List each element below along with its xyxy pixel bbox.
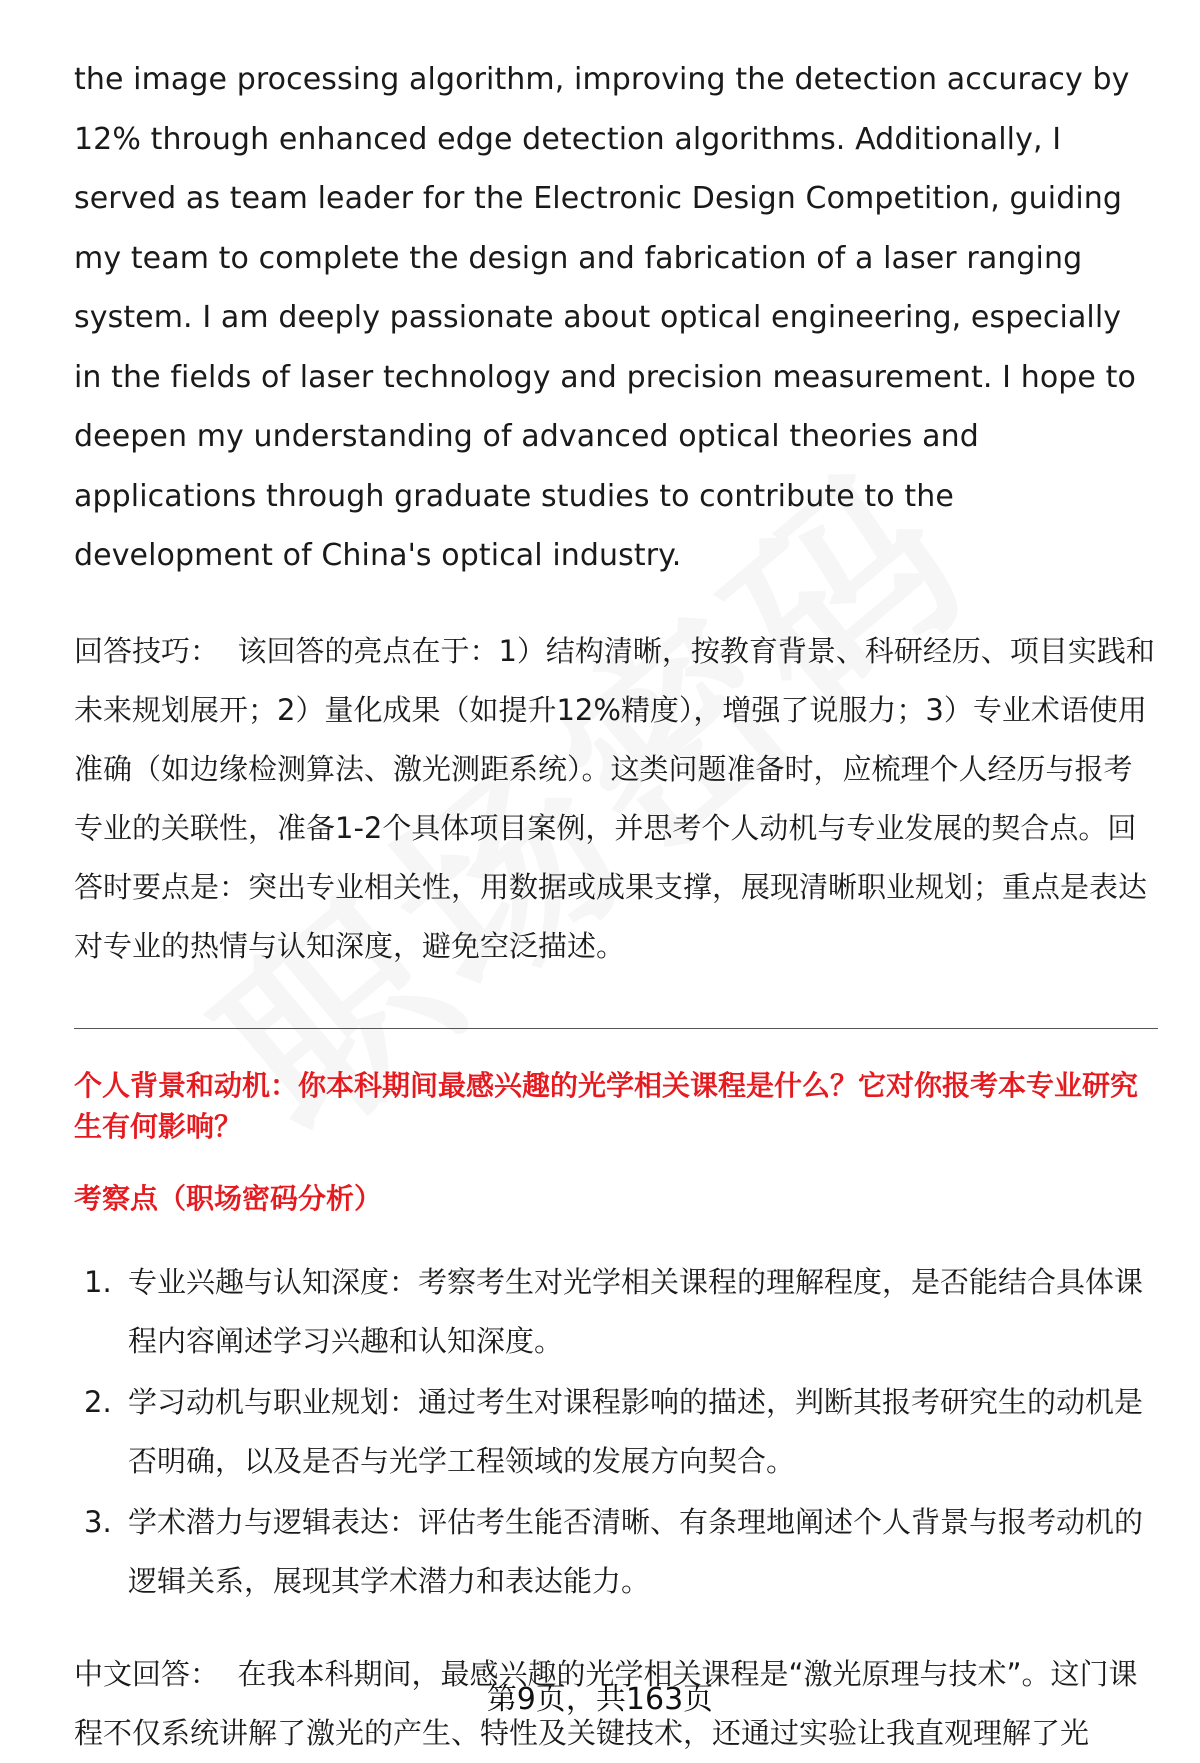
answer-label: 中文回答： <box>74 1656 220 1691</box>
list-item <box>74 1253 1158 1371</box>
page-number-footer: 第9页，共163页 <box>486 1682 714 1717</box>
list-item <box>74 1493 1158 1611</box>
assessment-heading: 考察点（职场密码分析） <box>74 1181 383 1215</box>
answer-tips <box>74 622 1158 976</box>
document-page <box>74 50 1158 1763</box>
list-number: 2. <box>84 1384 112 1419</box>
list-number: 3. <box>84 1504 112 1539</box>
answer-text: 在我本科期间，最感兴趣的光学相关课程是“激光原理与技术”。这门课程不仅系统讲解了激光的产生、特性及关键技术，还通过实验让我直观理解了光 <box>74 1656 1138 1750</box>
tips-label: 回答技巧： <box>74 633 220 668</box>
question-heading: 个人背景和动机：你本科期间最感兴趣的光学相关课程是什么？它对你报考本专业研究生有何影响？ <box>74 1068 1139 1143</box>
assessment-list <box>74 1253 1158 1611</box>
list-number: 1. <box>84 1264 112 1299</box>
continuation-paragraph: the image processing algorithm, improving the detection accuracy by 12% through enhanced edge detection algorithms. Additionally, I served as team leader for the Electronic Design Competition, guiding my team to complete the design and fabrication of a laser ranging system. I am deeply passionate about optical engineering, especially in the fields of laser technology and precision measurement. I hope to deepen my understanding of advanced optical theories and applications through graduate studies to contribute to the development of China's optical industry. <box>74 62 1136 573</box>
list-item <box>74 1373 1158 1491</box>
list-text: 专业兴趣与认知深度：考察考生对光学相关课程的理解程度，是否能结合具体课程内容阐述学习兴趣和认知深度。 <box>128 1264 1144 1358</box>
tips-text: 该回答的亮点在于：1）结构清晰，按教育背景、科研经历、项目实践和未来规划展开；2）量化成果（如提升12%精度），增强了说服力；3）专业术语使用准确（如边缘检测算法、激光测距系统）。这类问题准备时，应梳理个人经历与报考专业的关联性，准备1-2个具体项目案例，并思考个人动机与专业发展的契合点。回答时要点是：突出专业相关性，用数据或成果支撑，展现清晰职业规划；重点是表达对专业的热情与认知深度，避免空泛描述。 <box>74 633 1155 963</box>
list-text: 学术潜力与逻辑表达：评估考生能否清晰、有条理地阐述个人背景与报考动机的逻辑关系，展现其学术潜力和表达能力。 <box>128 1504 1144 1598</box>
list-text: 学习动机与职业规划：通过考生对课程影响的描述，判断其报考研究生的动机是否明确，以及是否与光学工程领域的发展方向契合。 <box>128 1384 1144 1478</box>
section-divider <box>74 1028 1158 1029</box>
